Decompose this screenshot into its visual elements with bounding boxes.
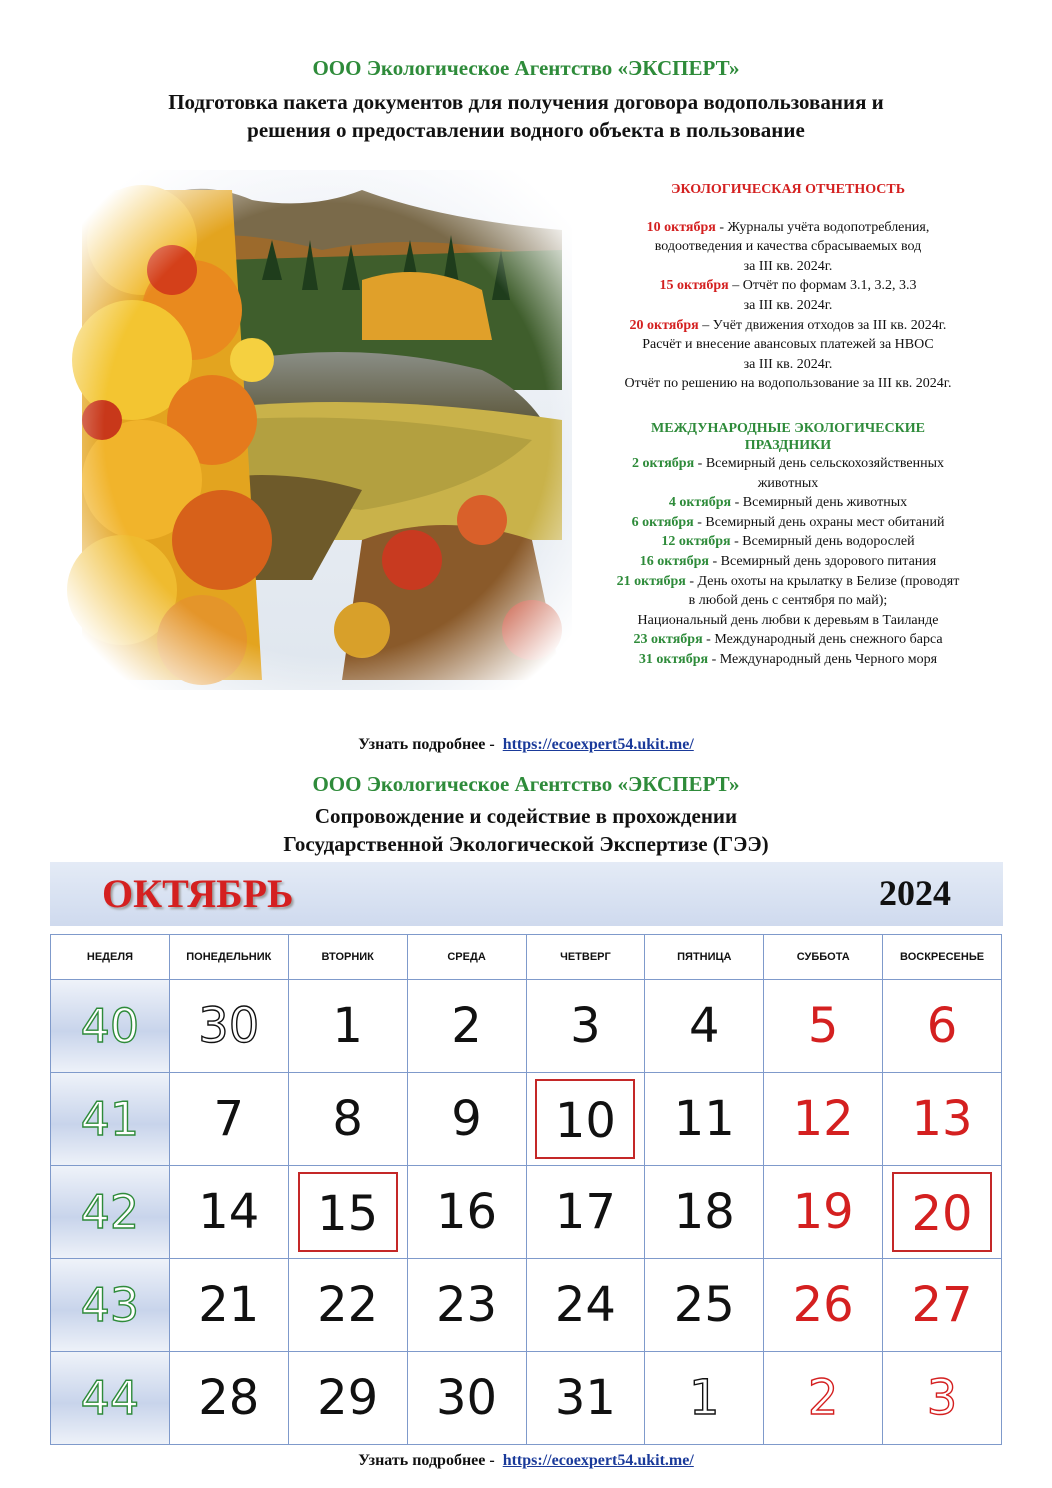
header-sunday: ВОСКРЕСЕНЬЕ: [883, 935, 1002, 980]
highlight-box: 20: [892, 1172, 992, 1252]
subtitle-line-1: Подготовка пакета документов для получения договора водопользования и: [168, 90, 884, 114]
reporting-entry-line: водоотведения и качества сбрасываемых вод: [654, 239, 922, 255]
reporting-entry-line: за III кв. 2024г.: [743, 297, 833, 313]
header-tuesday: ВТОРНИК: [288, 935, 407, 980]
day-cell-weekend: 19: [764, 1166, 883, 1259]
week-row: [51, 1166, 1002, 1259]
week-row: [51, 1259, 1002, 1352]
week-number: 43: [51, 1259, 170, 1352]
header-week: НЕДЕЛЯ: [51, 935, 170, 980]
holiday-entry-line: в любой день с сентября по май);: [688, 593, 888, 609]
day-cell-weekend-highlighted: [883, 1166, 1002, 1259]
reporting-entry: 20 октября – Учёт движения отходов за III кв. 2024г.: [629, 317, 947, 333]
calendar-header: [50, 862, 1003, 926]
day-cell: 30: [407, 1352, 526, 1445]
holiday-entry: Национальный день любви к деревьям в Таиланде: [637, 612, 939, 628]
autumn-landscape-image: [62, 160, 592, 700]
header-wednesday: СРЕДА: [407, 935, 526, 980]
weekday-header-row: [51, 935, 1002, 980]
company-title-middle: ООО Экологическое Агентство «ЭКСПЕРТ»: [312, 772, 740, 796]
day-cell: 4: [645, 980, 764, 1073]
calendar-grid: [50, 934, 1002, 1445]
day-cell-highlighted: [288, 1166, 407, 1259]
reporting-entry-line: за III кв. 2024г.: [743, 356, 833, 372]
day-cell-other-month: 1: [645, 1352, 764, 1445]
header-saturday: СУББОТА: [764, 935, 883, 980]
day-cell-other-month: 30: [169, 980, 288, 1073]
week-row: [51, 1073, 1002, 1166]
year-title: 2024: [879, 873, 951, 913]
website-link[interactable]: https://ecoexpert54.ukit.me/: [502, 1452, 694, 1469]
day-cell: 23: [407, 1259, 526, 1352]
day-cell: 2: [407, 980, 526, 1073]
reporting-heading: ЭКОЛОГИЧЕСКАЯ ОТЧЕТНОСТЬ: [670, 182, 906, 197]
week-number: 41: [51, 1073, 170, 1166]
info-panel: [578, 180, 998, 669]
holiday-entry: 23 октября - Международный день снежного барса: [633, 632, 943, 648]
reporting-entry-line: Расчёт и внесение авансовых платежей за НВОС: [642, 337, 934, 353]
week-row: [51, 1352, 1002, 1445]
day-cell: 1: [288, 980, 407, 1073]
holiday-entry-line: животных: [757, 475, 819, 491]
week-row: [51, 980, 1002, 1073]
day-cell: 24: [526, 1259, 645, 1352]
holiday-entry: 12 октября - Всемирный день водорослей: [661, 534, 915, 550]
day-cell: 29: [288, 1352, 407, 1445]
day-cell-weekend: 6: [883, 980, 1002, 1073]
reporting-entry-line: Отчёт по решению на водопользование за III кв. 2024г.: [624, 376, 952, 392]
holiday-entry: 2 октября - Всемирный день сельскохозяйственных: [631, 455, 945, 471]
day-cell: 7: [169, 1073, 288, 1166]
day-cell: 17: [526, 1166, 645, 1259]
holiday-entry: 31 октября - Международный день Черного моря: [638, 651, 938, 667]
day-cell-weekend: 5: [764, 980, 883, 1073]
day-cell-highlighted: [526, 1073, 645, 1166]
day-cell-weekend: 13: [883, 1073, 1002, 1166]
more-info-top: [0, 736, 1052, 754]
website-link[interactable]: https://ecoexpert54.ukit.me/: [502, 736, 694, 753]
day-cell-other-month-weekend: 3: [883, 1352, 1002, 1445]
header-monday: ПОНЕДЕЛЬНИК: [169, 935, 288, 980]
day-cell: 21: [169, 1259, 288, 1352]
services-subtitle-top: [0, 88, 1052, 144]
subtitle-line-1: Сопровождение и содействие в прохождении: [314, 804, 738, 828]
more-info-label: Узнать подробнее -: [358, 1452, 495, 1469]
subtitle-line-2: решения о предоставлении водного объекта в пользование: [247, 118, 805, 142]
day-cell-weekend: 27: [883, 1259, 1002, 1352]
reporting-entry-line: за III кв. 2024г.: [743, 258, 833, 274]
day-cell: 31: [526, 1352, 645, 1445]
highlight-box: 10: [535, 1079, 635, 1159]
holiday-entry: 6 октября - Всемирный день охраны мест обитаний: [631, 514, 945, 530]
header-friday: ПЯТНИЦА: [645, 935, 764, 980]
highlight-box: 15: [298, 1172, 398, 1252]
company-title-top: ООО Экологическое Агентство «ЭКСПЕРТ»: [312, 56, 740, 80]
services-subtitle-middle: [0, 802, 1052, 858]
week-number: 44: [51, 1352, 170, 1445]
day-cell-weekend: 12: [764, 1073, 883, 1166]
holiday-entry: 16 октября - Всемирный день здорового питания: [639, 553, 937, 569]
week-number: 42: [51, 1166, 170, 1259]
holiday-entry: 21 октября - День охоты на крылатку в Белизе (проводят: [616, 573, 960, 589]
month-title: ОКТЯБРЬ: [102, 871, 294, 916]
day-cell: 28: [169, 1352, 288, 1445]
week-number: 40: [51, 980, 170, 1073]
day-cell: 16: [407, 1166, 526, 1259]
holiday-entry: 4 октября - Всемирный день животных: [668, 495, 908, 511]
more-info-bottom: [0, 1452, 1052, 1470]
day-cell: 11: [645, 1073, 764, 1166]
day-cell: 18: [645, 1166, 764, 1259]
subtitle-line-2: Государственной Экологической Экспертизе (ГЭЭ): [283, 832, 769, 856]
reporting-entry: 15 октября – Отчёт по формам 3.1, 3.2, 3.3: [659, 278, 917, 294]
header-thursday: ЧЕТВЕРГ: [526, 935, 645, 980]
day-cell: 8: [288, 1073, 407, 1166]
day-cell-other-month-weekend: 2: [764, 1352, 883, 1445]
day-cell: 14: [169, 1166, 288, 1259]
holidays-heading: МЕЖДУНАРОДНЫЕ ЭКОЛОГИЧЕСКИЕ ПРАЗДНИКИ: [651, 420, 925, 453]
day-cell: 22: [288, 1259, 407, 1352]
day-cell: 3: [526, 980, 645, 1073]
day-cell: 9: [407, 1073, 526, 1166]
reporting-entry: 10 октября - Журналы учёта водопотребления,: [646, 219, 930, 235]
day-cell: 25: [645, 1259, 764, 1352]
more-info-label: Узнать подробнее -: [358, 736, 495, 753]
day-cell-weekend: 26: [764, 1259, 883, 1352]
